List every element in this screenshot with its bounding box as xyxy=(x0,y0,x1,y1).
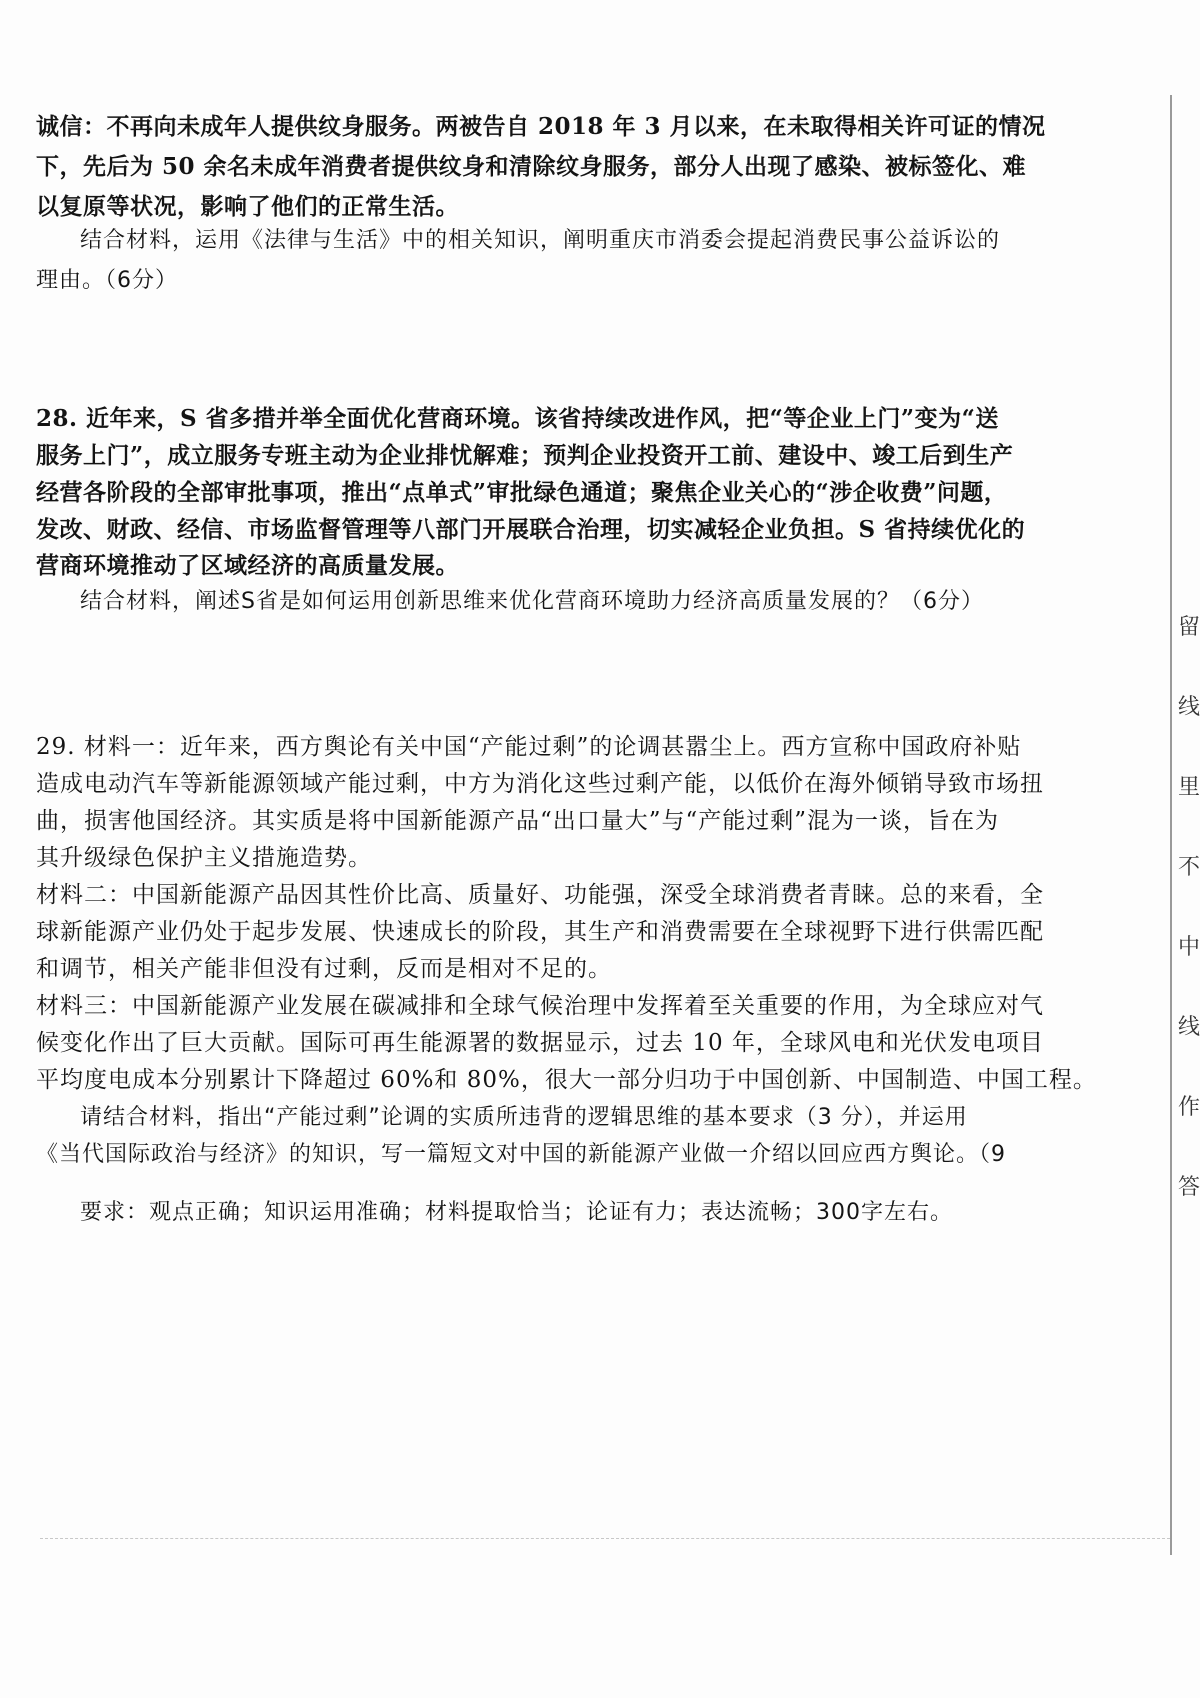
q27-question-cont: 理由。（6分） xyxy=(36,268,178,293)
margin-char: 线 xyxy=(1178,1015,1200,1040)
margin-char: 留 xyxy=(1178,615,1200,640)
q29-material-line: 材料二：中国新能源产品因其性价比高、质量好、功能强，深受全球消费者青睐。总的来看，全 xyxy=(36,882,1044,908)
q28-material-line: 营商环境推动了区域经济的高质量发展。 xyxy=(36,552,459,579)
q29-material-line: 球新能源产业仍处于起步发展、快速成长的阶段，其生产和消费需要在全球视野下进行供需匹配 xyxy=(36,919,1044,945)
margin-char: 作 xyxy=(1178,1095,1200,1120)
q29-material-line: 平均度电成本分别累计下降超过 60%和 80%，很大一部分归功于中国创新、中国制造、中国工程。 xyxy=(36,1067,1097,1093)
q28-material-line: 经营各阶段的全部审批事项，推出“点单式”审批绿色通道；聚焦企业关心的“涉企收费”问题， xyxy=(36,479,1008,506)
q28-question: 结合材料，阐述S省是如何运用创新思维来优化营商环境助力经济高质量发展的？（6分） xyxy=(80,589,984,614)
q29-material-line: 造成电动汽车等新能源领域产能过剩，中方为消化这些过剩产能，以低价在海外倾销导致市场扭 xyxy=(36,771,1044,797)
q27-material-line: 下，先后为 50 余名未成年消费者提供纹身和清除纹身服务，部分人出现了感染、被标签化、难 xyxy=(36,153,1027,180)
q29-material-line: 其升级绿色保护主义措施造势。 xyxy=(36,845,372,871)
q29-material-line: 曲，损害他国经济。其实质是将中国新能源产品“出口量大”与“产能过剩”混为一谈，旨在为 xyxy=(36,808,1000,834)
q29-material-line: 材料三：中国新能源产业发展在碳减排和全球气候治理中发挥着至关重要的作用，为全球应对气 xyxy=(36,993,1044,1019)
q27-material-line: 诚信：不再向未成年人提供纹身服务。两被告自 2018 年 3 月以来，在未取得相关许可证的情况 xyxy=(36,113,1046,140)
q28-material-line: 发改、财政、经信、市场监督管理等八部门开展联合治理，切实减轻企业负担。S 省持续优化的 xyxy=(36,516,1026,543)
page-bottom-rule xyxy=(40,1538,1170,1539)
q29-material-line: 和调节，相关产能非但没有过剩，反而是相对不足的。 xyxy=(36,956,612,982)
q27-material-line: 以复原等状况，影响了他们的正常生活。 xyxy=(36,193,459,220)
binding-margin-rule xyxy=(1170,95,1172,1555)
margin-char: 不 xyxy=(1178,855,1200,880)
q27-question: 结合材料，运用《法律与生活》中的相关知识，阐明重庆市消委会提起消费民事公益诉讼的 xyxy=(80,228,1001,253)
q29-material-line: 候变化作出了巨大贡献。国际可再生能源署的数据显示，过去 10 年，全球风电和光伏发电项目 xyxy=(36,1030,1044,1056)
margin-char: 线 xyxy=(1178,695,1200,720)
q28-material-line: 服务上门”，成立服务专班主动为企业排忧解难；预判企业投资开工前、建设中、竣工后到生产 xyxy=(36,442,1014,469)
margin-char: 中 xyxy=(1178,935,1200,960)
q29-question-cont: 《当代国际政治与经济》的知识，写一篇短文对中国的新能源产业做一介绍以回应西方舆论。（9 xyxy=(36,1142,1007,1167)
q29-question: 请结合材料，指出“产能过剩”论调的实质所违背的逻辑思维的基本要求（3 分），并运用 xyxy=(80,1105,968,1130)
q29-requirement: 要求：观点正确；知识运用准确；材料提取恰当；论证有力；表达流畅；300字左右。 xyxy=(80,1200,953,1225)
q29-material-line: 29. 材料一：近年来，西方舆论有关中国“产能过剩”的论调甚嚣尘上。西方宣称中国政府补贴 xyxy=(36,734,1022,760)
margin-char: 答 xyxy=(1178,1175,1200,1200)
q28-material-line: 28. 近年来，S 省多措并举全面优化营商环境。该省持续改进作风，把“等企业上门”变为“送 xyxy=(36,405,999,432)
margin-char: 里 xyxy=(1178,775,1200,800)
